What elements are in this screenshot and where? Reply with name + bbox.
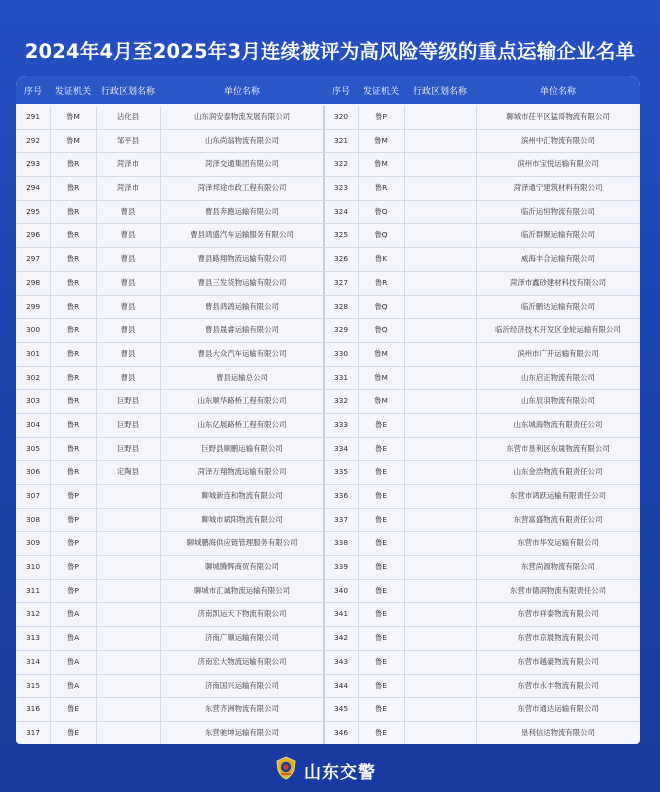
cell-dist-right	[404, 485, 476, 508]
cell-no-right: 322	[333, 159, 349, 169]
cell-no-left: 314	[25, 656, 41, 666]
cell-dist-right	[404, 177, 476, 200]
cell-name-right: 滨州中汇物流有限公司	[521, 135, 595, 145]
cell-dist-right	[404, 603, 476, 626]
cell-name-right: 东营市京晨物流有限公司	[517, 633, 599, 643]
cell-dist-left: 巨野县	[116, 396, 140, 406]
table-row	[16, 675, 640, 699]
cell-dist-left	[96, 509, 160, 532]
cell-no-right: 326	[333, 254, 349, 264]
cell-name-right: 临沂经济技术开发区金轮运输有限公司	[495, 325, 621, 335]
header-district-left: 行政区划名称	[100, 87, 155, 97]
cell-name-right: 山东启正物流有限公司	[521, 372, 595, 382]
cell-name-right: 临沂运恒物流有限公司	[521, 206, 595, 216]
cell-dist-right	[404, 461, 476, 484]
cell-name-right: 东营市通达运输有限公司	[517, 704, 599, 714]
cell-no-right: 332	[333, 396, 349, 406]
cell-no-left: 308	[25, 514, 41, 524]
cell-no-right: 342	[333, 633, 349, 643]
cell-no-left: 312	[25, 609, 41, 619]
table-row	[16, 722, 640, 744]
cell-name-left: 菏泽邦途市政工程有限公司	[197, 183, 287, 193]
cell-dist-right	[404, 248, 476, 271]
cell-no-right: 327	[333, 277, 349, 287]
cell-dist-right	[404, 319, 476, 342]
cell-name-right: 东营市永丰物流有限公司	[517, 680, 599, 690]
cell-auth-right: 鲁E	[374, 491, 388, 500]
cell-name-right: 东营市祥泰物流有限公司	[517, 609, 599, 619]
cell-auth-right: 鲁E	[374, 585, 388, 595]
header-seq-left: 序号	[23, 87, 42, 97]
cell-auth-left: 鲁R	[66, 206, 80, 216]
cell-dist-left	[96, 627, 160, 650]
cell-no-right: 340	[333, 585, 349, 595]
cell-no-left: 291	[25, 112, 41, 121]
cell-name-left: 聊城鹏海供应链管理服务有限公司	[186, 538, 298, 548]
cell-dist-right	[404, 556, 476, 579]
table-row	[16, 651, 640, 675]
table-row	[16, 248, 640, 272]
cell-name-left: 曹县鸿鸽运输有限公司	[205, 301, 279, 311]
cell-auth-right: 鲁M	[374, 372, 388, 382]
cell-no-right: 333	[333, 419, 349, 429]
cell-auth-left: 鲁E	[66, 704, 80, 714]
cell-name-left: 济南凯运天下物流有限公司	[197, 609, 287, 619]
cell-no-left: 298	[25, 277, 41, 287]
cell-dist-left: 曹县	[120, 230, 136, 240]
cell-auth-left: 鲁R	[66, 277, 80, 287]
cell-auth-left: 鲁R	[66, 348, 80, 358]
cell-dist-right	[404, 698, 476, 721]
cell-name-right: 山东辰羽物流有限公司	[521, 396, 595, 406]
cell-name-right: 滨州市广开运输有限公司	[517, 348, 599, 358]
table-row	[16, 461, 640, 485]
cell-no-right: 325	[333, 230, 349, 240]
cell-name-left: 山东亿展路桥工程有限公司	[197, 419, 287, 429]
cell-no-left: 303	[25, 396, 41, 406]
table-row	[16, 224, 640, 248]
cell-no-right: 330	[333, 348, 349, 358]
table-row	[16, 367, 640, 391]
cell-no-left: 315	[25, 680, 41, 690]
cell-dist-right	[404, 106, 476, 129]
cell-no-left: 304	[25, 419, 41, 429]
cell-auth-left: 鲁R	[66, 443, 80, 453]
cell-auth-right: 鲁M	[374, 348, 388, 358]
cell-dist-left: 曹县	[120, 254, 136, 264]
cell-auth-left: 鲁R	[66, 183, 80, 193]
cell-no-left: 311	[25, 585, 41, 595]
cell-auth-left: 鲁R	[66, 159, 80, 169]
cell-dist-right	[404, 509, 476, 532]
cell-no-left: 292	[25, 135, 41, 145]
cell-name-right: 东营市越豪物流有限公司	[517, 656, 599, 666]
table-row	[16, 153, 640, 177]
cell-auth-left: 鲁R	[66, 419, 80, 429]
cell-name-right: 东营富盛物流有限责任公司	[513, 514, 603, 524]
cell-auth-right: 鲁Q	[374, 325, 388, 335]
cell-name-right: 东营市鸿跃运输有限责任公司	[509, 491, 607, 500]
header-authority-left: 发证机关	[54, 87, 91, 97]
cell-no-right: 343	[333, 656, 349, 666]
cell-no-left: 306	[25, 467, 41, 477]
cell-name-left: 山东尚翁物流有限公司	[205, 135, 279, 145]
cell-auth-left: 鲁R	[66, 301, 80, 311]
table-row	[16, 390, 640, 414]
cell-dist-left: 菏泽市	[116, 183, 140, 193]
cell-name-left: 山东润安泰物流发展有限公司	[193, 112, 291, 121]
cell-auth-right: 鲁P	[375, 112, 387, 121]
table-row	[16, 414, 640, 438]
cell-no-left: 302	[25, 372, 41, 382]
table-row	[16, 580, 640, 604]
cell-no-right: 341	[333, 609, 349, 619]
cell-name-left: 聊城市汇诚物流运输有限公司	[193, 585, 291, 595]
cell-no-left: 300	[25, 325, 41, 335]
cell-auth-right: 鲁Q	[374, 301, 388, 311]
cell-dist-right	[404, 296, 476, 319]
cell-auth-left: 鲁M	[66, 112, 80, 121]
cell-no-left: 294	[25, 183, 41, 193]
cell-dist-left	[96, 603, 160, 626]
cell-name-left: 济南国兴运输有限公司	[205, 680, 279, 690]
table-row	[16, 177, 640, 201]
cell-no-right: 324	[333, 206, 349, 216]
table-row	[16, 106, 640, 130]
cell-no-left: 299	[25, 301, 41, 311]
cell-dist-right	[404, 722, 476, 744]
cell-name-right: 聊城市茌平区猛哥物流有限公司	[506, 112, 610, 121]
table-row	[16, 201, 640, 225]
cell-no-right: 345	[333, 704, 349, 714]
cell-dist-left: 菏泽市	[116, 159, 140, 169]
cell-name-left: 曹县路翔物流运输有限公司	[197, 254, 287, 264]
cell-auth-right: 鲁E	[374, 680, 388, 690]
cell-no-right: 339	[333, 562, 349, 572]
cell-auth-right: 鲁M	[374, 396, 388, 406]
cell-auth-right: 鲁E	[374, 467, 388, 477]
cell-auth-right: 鲁E	[374, 727, 388, 737]
cell-no-right: 336	[333, 491, 349, 500]
table-row	[16, 556, 640, 580]
cell-name-left: 菏泽万翔物流运输有限公司	[197, 467, 287, 477]
cell-name-left: 曹县大众汽车运输有限公司	[197, 348, 287, 358]
cell-auth-right: 鲁M	[374, 159, 388, 169]
cell-no-right: 346	[333, 727, 349, 737]
cell-auth-left: 鲁R	[66, 230, 80, 240]
cell-auth-right: 鲁Q	[374, 230, 388, 240]
table-row	[16, 627, 640, 651]
cell-dist-right	[404, 343, 476, 366]
cell-auth-right: 鲁Q	[374, 206, 388, 216]
table-card	[16, 76, 640, 744]
cell-no-right: 331	[333, 372, 349, 382]
cell-auth-left: 鲁A	[66, 680, 80, 690]
cell-auth-left: 鲁R	[66, 372, 80, 382]
cell-auth-right: 鲁E	[374, 443, 388, 453]
cell-auth-left: 鲁P	[67, 491, 79, 500]
cell-dist-left: 曹县	[120, 301, 136, 311]
cell-name-right: 山东金浩物流有限责任公司	[513, 467, 603, 477]
cell-auth-right: 鲁E	[374, 633, 388, 643]
cell-dist-left: 曹县	[120, 206, 136, 216]
cell-auth-left: 鲁P	[67, 585, 79, 595]
table-row	[16, 509, 640, 533]
cell-name-right: 东营市华发运输有限公司	[517, 538, 599, 548]
cell-dist-left: 巨野县	[116, 419, 140, 429]
cell-no-right: 335	[333, 467, 349, 477]
cell-no-right: 329	[333, 325, 349, 335]
cell-no-left: 301	[25, 348, 41, 358]
cell-no-left: 297	[25, 254, 41, 264]
cell-auth-right: 鲁E	[374, 514, 388, 524]
cell-auth-left: 鲁R	[66, 325, 80, 335]
cell-name-right: 山东城海物流有限责任公司	[513, 419, 603, 429]
cell-no-right: 338	[333, 538, 349, 548]
cell-auth-right: 鲁R	[374, 183, 388, 193]
cell-dist-right	[404, 414, 476, 437]
header-district-right: 行政区划名称	[412, 87, 467, 97]
cell-auth-right: 鲁E	[374, 656, 388, 666]
cell-no-right: 334	[333, 443, 349, 453]
cell-auth-left: 鲁E	[66, 727, 80, 737]
cell-no-right: 320	[333, 112, 349, 121]
table-row	[16, 603, 640, 627]
cell-name-left: 聊城腾辉商贸有限公司	[205, 562, 279, 572]
cell-auth-right: 鲁R	[374, 277, 388, 287]
table-row	[16, 343, 640, 367]
header-company-left: 单位名称	[223, 87, 260, 97]
cell-dist-left	[96, 698, 160, 721]
cell-dist-left	[96, 532, 160, 555]
cell-dist-right	[404, 532, 476, 555]
cell-name-left: 济南宏大物流运输有限公司	[197, 656, 287, 666]
table-row	[16, 438, 640, 462]
cell-name-left: 东营齐洲物流有限公司	[205, 704, 279, 714]
police-emblem-icon	[275, 756, 297, 780]
cell-no-left: 316	[25, 704, 41, 714]
header-seq-right: 序号	[331, 87, 350, 97]
cell-dist-right	[404, 224, 476, 247]
cell-name-right: 临沂鹏达运输有限公司	[521, 301, 595, 311]
page-title: 2024年4月至2025年3月连续被评为高风险等级的重点运输企业名单	[24, 40, 636, 63]
cell-dist-left	[96, 722, 160, 744]
cell-name-right: 威海丰合运输有限公司	[521, 254, 595, 264]
footer-brand: 山东交警	[304, 763, 376, 783]
cell-no-left: 313	[25, 633, 41, 643]
cell-name-right: 临沂群聚运输有限公司	[521, 230, 595, 240]
cell-auth-left: 鲁M	[66, 135, 80, 145]
cell-dist-right	[404, 153, 476, 176]
cell-auth-left: 鲁P	[67, 514, 79, 524]
cell-auth-right: 鲁E	[374, 538, 388, 548]
cell-auth-right: 鲁K	[374, 254, 388, 264]
cell-name-left: 曹县运输总公司	[216, 372, 268, 382]
cell-no-left: 295	[25, 206, 41, 216]
header-company-right: 单位名称	[539, 87, 576, 97]
cell-name-right: 垦利信达物流有限公司	[521, 727, 595, 737]
cell-name-left: 山东顺华路桥工程有限公司	[197, 396, 287, 406]
cell-name-left: 巨野县顺鹏运输有限公司	[201, 443, 283, 453]
cell-dist-right	[404, 367, 476, 390]
table-row	[16, 485, 640, 509]
table-row	[16, 319, 640, 343]
cell-auth-right: 鲁M	[374, 135, 388, 145]
cell-no-right: 321	[333, 135, 349, 145]
cell-auth-left: 鲁R	[66, 254, 80, 264]
cell-name-left: 曹县三发货物运输有限公司	[197, 277, 287, 287]
cell-auth-right: 鲁E	[374, 704, 388, 714]
cell-auth-left: 鲁P	[67, 562, 79, 572]
cell-dist-left	[96, 580, 160, 603]
cell-auth-right: 鲁E	[374, 562, 388, 572]
cell-name-left: 曹县鸿盛汽车运输服务有限公司	[190, 230, 294, 240]
cell-dist-left	[96, 485, 160, 508]
cell-dist-right	[404, 390, 476, 413]
cell-dist-left: 巨野县	[116, 443, 140, 453]
cell-auth-left: 鲁R	[66, 396, 80, 406]
cell-no-left: 309	[25, 538, 41, 548]
cell-no-left: 307	[25, 491, 41, 500]
cell-dist-right	[404, 438, 476, 461]
cell-name-right: 东营市垦利区东晟物流有限公司	[506, 443, 610, 453]
cell-name-left: 曹县晟睿运输有限公司	[205, 325, 279, 335]
cell-auth-left: 鲁A	[66, 609, 80, 619]
cell-name-right: 东营尚源物流有限公司	[521, 562, 595, 572]
cell-no-left: 293	[25, 159, 41, 169]
cell-name-right: 滨州市宝悦运输有限公司	[517, 159, 599, 169]
cell-name-left: 菏泽交通集团有限公司	[205, 159, 279, 169]
cell-dist-left: 曹县	[120, 348, 136, 358]
table-row	[16, 698, 640, 722]
cell-dist-left: 邹平县	[116, 135, 140, 145]
header-authority-right: 发证机关	[362, 87, 399, 97]
cell-auth-left: 鲁A	[66, 656, 80, 666]
cell-auth-left: 鲁A	[66, 633, 80, 643]
table-header	[16, 76, 640, 104]
cell-no-right: 344	[333, 680, 349, 690]
table-body	[16, 106, 640, 744]
table-row	[16, 532, 640, 556]
table-row	[16, 272, 640, 296]
cell-no-left: 305	[25, 443, 41, 453]
cell-dist-right	[404, 580, 476, 603]
cell-auth-left: 鲁P	[67, 538, 79, 548]
cell-dist-left: 曹县	[120, 372, 136, 382]
cell-dist-right	[404, 675, 476, 698]
cell-dist-left	[96, 556, 160, 579]
cell-no-left: 310	[25, 562, 41, 572]
cell-name-left: 曹县奔跑运输有限公司	[205, 206, 279, 216]
cell-no-right: 337	[333, 514, 349, 524]
cell-dist-right	[404, 130, 476, 153]
cell-no-left: 317	[25, 727, 41, 737]
cell-dist-left	[96, 651, 160, 674]
table-row	[16, 296, 640, 320]
cell-name-right: 东营市德润物流有限责任公司	[509, 585, 607, 595]
cell-dist-left: 沾化县	[116, 112, 140, 121]
cell-dist-left	[96, 675, 160, 698]
cell-no-left: 296	[25, 230, 41, 240]
cell-no-right: 328	[333, 301, 349, 311]
cell-auth-left: 鲁R	[66, 467, 80, 477]
cell-dist-left: 定陶县	[116, 467, 140, 477]
cell-name-left: 济南广顺运输有限公司	[205, 633, 279, 643]
cell-name-left: 聊城新连和物流有限公司	[201, 491, 283, 500]
cell-dist-right	[404, 627, 476, 650]
table-row	[16, 130, 640, 154]
cell-dist-right	[404, 201, 476, 224]
cell-dist-right	[404, 272, 476, 295]
cell-dist-right	[404, 651, 476, 674]
cell-name-left: 东营驰坤运输有限公司	[205, 727, 279, 737]
cell-name-right: 菏泽通宁建筑材料有限公司	[513, 183, 603, 193]
cell-no-right: 323	[333, 183, 349, 193]
cell-dist-left: 曹县	[120, 325, 136, 335]
cell-name-left: 聊城市斌阳物流有限公司	[201, 514, 283, 524]
cell-dist-left: 曹县	[120, 277, 136, 287]
cell-auth-right: 鲁E	[374, 419, 388, 429]
cell-auth-right: 鲁E	[374, 609, 388, 619]
cell-name-right: 菏泽市鑫砂建材科技有限公司	[509, 277, 607, 287]
